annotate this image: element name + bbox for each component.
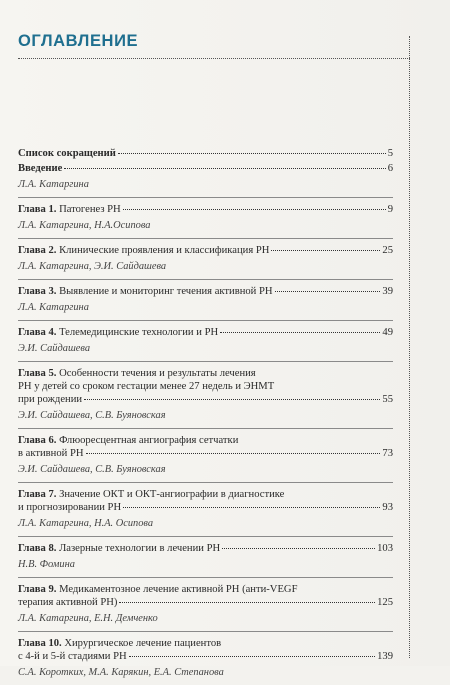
chapter-title: Патогенез РН	[59, 204, 121, 215]
chapter-number: Глава 5.	[18, 368, 57, 379]
page-number: 93	[382, 502, 393, 513]
chapter-number: Глава 6.	[18, 435, 57, 446]
toc-entry-chapter-8	[18, 542, 393, 571]
chapter-title-line-1: Особенности течения и результаты лечения	[59, 368, 256, 379]
page-number: 39	[382, 286, 393, 297]
chapter-number: Глава 10.	[18, 638, 62, 649]
dot-leader	[118, 153, 386, 154]
toc-authors: Л.А. Катаргина, Н.А.Осипова	[18, 220, 151, 231]
page-number: 55	[382, 394, 393, 405]
toc-authors: Э.И. Сайдашева	[18, 343, 91, 354]
separator-line	[18, 361, 393, 362]
toc-authors: Э.И. Сайдашева, С.В. Буяновская	[18, 410, 166, 421]
chapter-number: Глава 1.	[18, 204, 57, 215]
dot-leader	[64, 168, 385, 169]
dot-leader	[275, 291, 381, 292]
dot-leader	[222, 548, 375, 549]
chapter-title-line-1: Значение ОКТ и ОКТ-ангиографии в диагностике	[59, 489, 285, 500]
table-of-contents	[18, 147, 393, 685]
chapter-number: Глава 3.	[18, 286, 57, 297]
chapter-title-line-2: с 4-й и 5-й стадиями РН	[18, 651, 127, 662]
page-number: 73	[382, 448, 393, 459]
toc-entry-chapter-5	[18, 367, 393, 422]
chapter-title-line-2: терапия активной РН)	[18, 597, 118, 608]
page-number: 139	[377, 651, 393, 662]
top-dotted-rule	[18, 58, 410, 59]
toc-entry-chapter-1	[18, 203, 393, 232]
toc-entry-chapter-9	[18, 583, 393, 625]
separator-line	[18, 428, 393, 429]
separator-line	[18, 320, 393, 321]
separator-line	[18, 279, 393, 280]
page-number: 9	[387, 204, 393, 215]
toc-entry-chapter-7	[18, 488, 393, 530]
dot-leader	[86, 453, 381, 454]
separator-line	[18, 482, 393, 483]
page-number: 103	[377, 543, 393, 554]
toc-entry-chapter-3	[18, 285, 393, 314]
separator-line	[18, 631, 393, 632]
chapter-number: Глава 8.	[18, 543, 57, 554]
toc-entry-chapter-10	[18, 637, 393, 679]
chapter-title-line-2: РН у детей со сроком гестации менее 27 недель и ЭНМТ	[18, 381, 275, 392]
page-number: 125	[377, 597, 393, 608]
dot-leader	[129, 656, 375, 657]
chapter-number: Глава 7.	[18, 489, 57, 500]
toc-authors: Э.И. Сайдашева, С.В. Буяновская	[18, 464, 166, 475]
chapter-title-line-2: и прогнозировании РН	[18, 502, 122, 513]
page-number: 5	[387, 148, 393, 159]
toc-entry-chapter-2	[18, 244, 393, 273]
toc-entry-intro	[18, 162, 393, 191]
chapter-title: Телемедицинские технологии и РН	[59, 327, 219, 338]
chapter-title: Клинические проявления и классификация РН	[59, 245, 270, 256]
separator-line	[18, 238, 393, 239]
toc-label: Список сокращений	[18, 148, 116, 159]
dot-leader	[220, 332, 380, 333]
toc-authors: Л.А. Катаргина	[18, 302, 89, 313]
page-title: ОГЛАВЛЕНИЕ	[18, 32, 139, 50]
toc-authors: Н.В. Фомина	[18, 559, 75, 570]
chapter-title: Выявление и мониторинг течения активной РН	[59, 286, 273, 297]
chapter-title-line-1: Флюоресцентная ангиография сетчатки	[59, 435, 239, 446]
separator-line	[18, 197, 393, 198]
side-dotted-rule	[409, 36, 410, 658]
dot-leader	[271, 250, 380, 251]
chapter-title: Лазерные технологии в лечении РН	[59, 543, 221, 554]
page-number: 6	[387, 163, 393, 174]
separator-line	[18, 536, 393, 537]
toc-entry-chapter-6	[18, 434, 393, 476]
chapter-title-line-2: в активной РН	[18, 448, 84, 459]
dot-leader	[119, 602, 375, 603]
toc-authors: Л.А. Катаргина, Е.Н. Демченко	[18, 613, 158, 624]
dot-leader	[123, 209, 386, 210]
toc-authors: С.А. Коротких, М.А. Карякин, Е.А. Степанова	[18, 667, 224, 678]
chapter-title-line-3: при рождении	[18, 394, 83, 405]
toc-entry-abbreviations	[18, 147, 393, 160]
toc-authors: Л.А. Катаргина, Н.А. Осипова	[18, 518, 154, 529]
chapter-title-line-1: Хирургическое лечение пациентов	[64, 638, 222, 649]
dot-leader	[123, 507, 380, 508]
page-number: 25	[382, 245, 393, 256]
chapter-number: Глава 2.	[18, 245, 57, 256]
chapter-number: Глава 9.	[18, 584, 57, 595]
toc-authors: Л.А. Катаргина, Э.И. Сайдашева	[18, 261, 167, 272]
dot-leader	[84, 399, 380, 400]
toc-label: Введение	[18, 163, 63, 174]
page-number: 49	[382, 327, 393, 338]
chapter-number: Глава 4.	[18, 327, 57, 338]
chapter-title-line-1: Медикаментозное лечение активной РН (анти-VEGF	[59, 584, 298, 595]
separator-line	[18, 577, 393, 578]
toc-authors: Л.А. Катаргина	[18, 179, 89, 190]
toc-entry-chapter-4	[18, 326, 393, 355]
